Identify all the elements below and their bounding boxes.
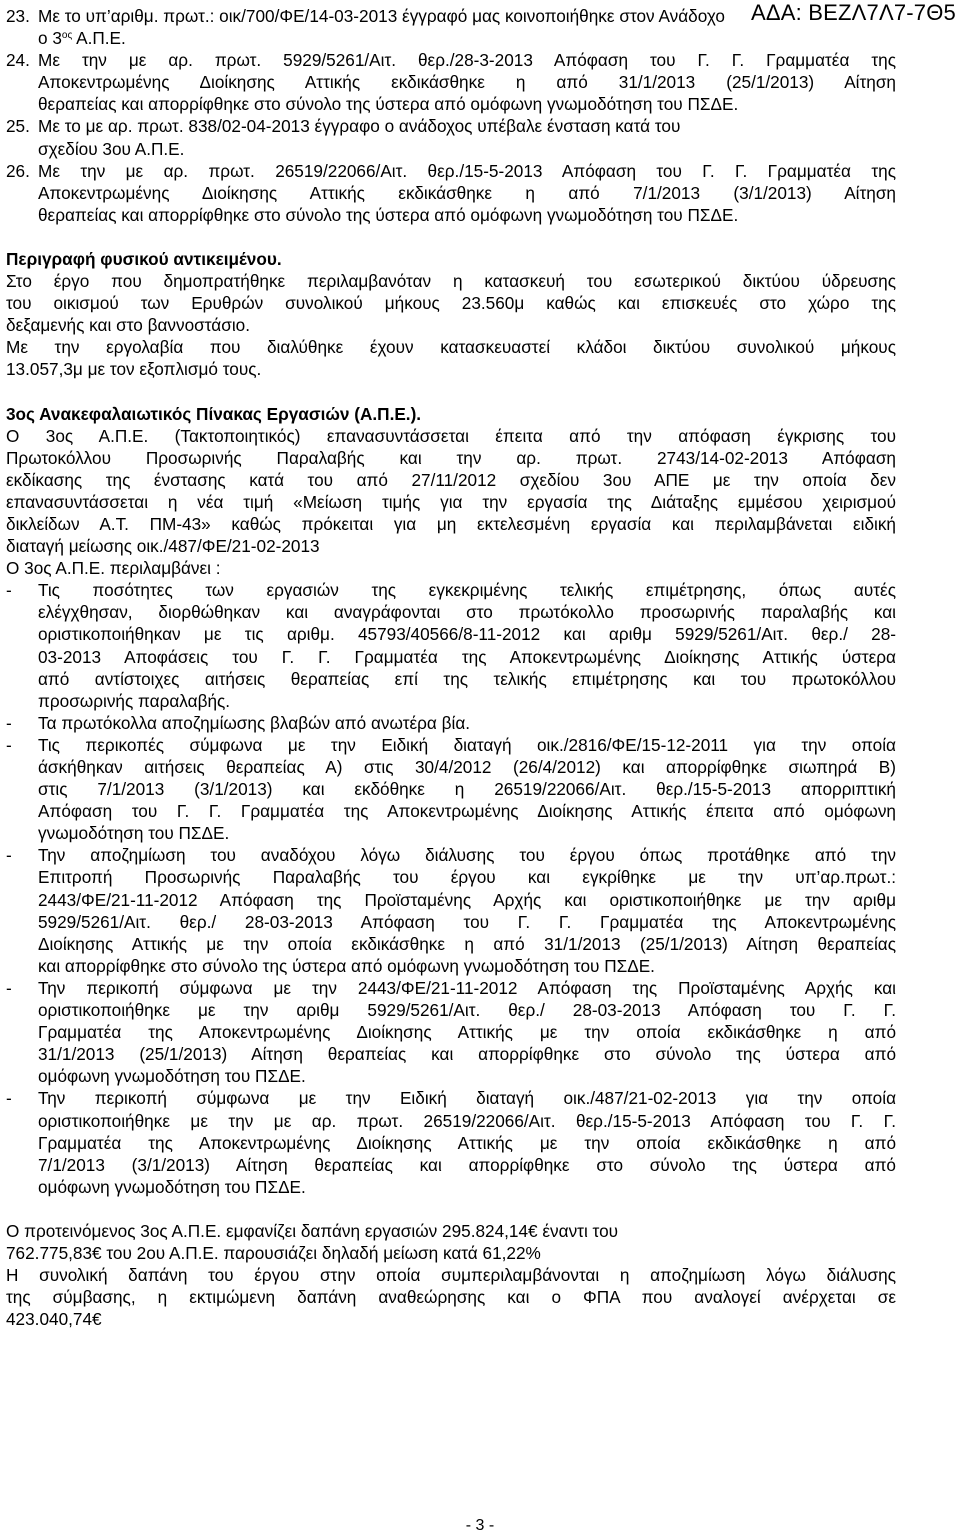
dash-marker: - (6, 1088, 12, 1109)
bullet-item (6, 977, 896, 1087)
text-line: Με την με αρ. πρωτ. 26519/22066/Αιτ. θερ./15-5-2013 Απόφαση του Γ. Γ. Γραμματέα της (38, 160, 896, 181)
text-line: 7/1/2013 (3/1/2013) Αίτηση θεραπείας και απορρίφθηκε στο σύνολο της ύστερα από (38, 1154, 896, 1175)
text-line: Γραμματέα της Αποκεντρωμένης Διοίκησης Αττικής με την οποία εκδικάσθηκε η από (38, 1022, 896, 1043)
text-line: ο $3^{o\varsigma}$ Α.Π.Ε. (38, 28, 126, 49)
text-line: οριστικοποιήθηκαν με τις αριθμ. 45793/40566/8-11-2012 και αριθμ 5929/5261/Αιτ. θερ./ 28- (38, 624, 896, 645)
text-line: Γραμματέα της Αποκεντρωμένης Διοίκησης Αττικής με την οποία εκδικάσθηκε η από (38, 1132, 896, 1153)
dash-marker: - (6, 712, 12, 733)
document-page (6, 5, 896, 1330)
bullet-item (6, 1087, 896, 1197)
bullet-item (6, 712, 896, 734)
text-line: από αντίστοιχες αιτήσεις θεραπείας επί της τελικής επιμέτρησης και του πρωτοκόλλου (38, 668, 896, 689)
text-line: στις 7/1/2013 (3/1/2013) και εκδόθηκε η 26519/22066/Αιτ. θερ./15-5-2013 απορριπτική (38, 779, 896, 800)
text-line: και απορρίφθηκε στο σύνολο της ύστερα από ομόφωνη γνωμοδότηση του ΠΣΔΕ. (38, 955, 655, 976)
text-line: Η συνολική δαπάνη του έργου στην οποία συμπεριλαμβάνονται η αποζημίωση λόγω διάλυσης (6, 1265, 896, 1286)
dash-marker: - (6, 580, 12, 601)
text-line: 13.057,3μ με τον εξοπλισμό τους. (6, 359, 262, 380)
bullet-item (6, 844, 896, 977)
text-line: Με την με αρ. πρωτ. 5929/5261/Αιτ. θερ./28-3-2013 Απόφαση του Γ. Γ. Γραμματέα της (38, 50, 896, 71)
text-line: σχεδίου 3ου Α.Π.Ε. (38, 138, 185, 159)
text-line: Ο προτεινόμενος 3ος Α.Π.Ε. εμφανίζει δαπάνη εργασιών 295.824,14€ έναντι του (6, 1220, 619, 1241)
text-line: 762.775,83€ του 2ου Α.Π.Ε. παρουσιάζει δηλαδή μείωση κατά 61,22% (6, 1242, 541, 1263)
text-line: δικλείδων Α.Τ. ΠΜ-43» καθώς πρόκειται για μη εκτελεσμένη εργασία και περιλαμβάνεται ειδική (6, 513, 896, 534)
text-line: Με το με αρ. πρωτ. 838/02-04-2013 έγγραφο ο ανάδοχος υπέβαλε ένσταση κατά του (38, 116, 681, 137)
text-line: Τα πρωτόκολλα αποζημίωσης βλαβών από ανωτέρα βία. (38, 712, 471, 733)
list-item-23 (6, 5, 896, 49)
text-line: Την περικοπή σύμφωνα με την 2443/ΦΕ/21-11-2012 Απόφαση της Προϊσταμένης Αρχής και (38, 977, 896, 998)
text-line: Διοίκησης Αττικής με την οποία εκδικάσθηκε η από 31/1/2013 (25/1/2013) Αίτηση θεραπείας (38, 933, 896, 954)
text-line: ελέγχθησαν, διορθώθηκαν και αναγράφονται στο πρωτόκολλο προσωρινής παραλαβής και (38, 602, 896, 623)
section-heading-ape: 3ος Ανακεφαλαιωτικός Πίνακας Εργασιών (Α.Π.Ε.). (6, 403, 422, 424)
text-line: Τις ποσότητες των εργασιών της εγκεκριμένης τελικής επιμέτρησης, όπως αυτές (38, 580, 896, 601)
text-line: Την περικοπή σύμφωνα με την Ειδική διαταγή οικ./487/21-02-2013 για την οποία (38, 1088, 896, 1109)
item-number: 23. (6, 6, 30, 26)
item-number: 25. (6, 116, 30, 137)
text-line: Επιτροπή Προσωρινής Παραλαβής του έργου και εγκρίθηκε με την υπ’αρ.πρωτ.: (38, 867, 896, 888)
item-number: 26. (6, 160, 30, 181)
bullet-item (6, 579, 896, 712)
text-line: θεραπείας και απορρίφθηκε στο σύνολο της ύστερα από ομόφωνη γνωμοδότηση του ΠΣΔΕ. (38, 94, 739, 115)
ordinal-superscript: ος (61, 30, 73, 42)
text-line: Με την εργολαβία που διαλύθηκε έχουν κατασκευαστεί κλάδοι δικτύου συνολικού μήκους (6, 337, 896, 358)
text-line: οριστικοποιήθηκε με την αριθμ 5929/5261/Αιτ. θερ./ 28-03-2013 Απόφαση του Γ. Γ. (38, 1000, 896, 1021)
text-line: 2443/ΦΕ/21-11-2012 Απόφαση της Προϊσταμένης Αρχής και οριστικοποιήθηκε με την αριθμ (38, 889, 896, 910)
text-line: ομόφωνη γνωμοδότηση του ΠΣΔΕ. (38, 1066, 306, 1087)
bullet-item (6, 734, 896, 844)
text-line: επανασυντάσσεται η νέα τιμή «Μείωση τιμής για την εργασία της Διάταξης εμμέσου χειρισμού (6, 491, 896, 512)
text-line: γνωμοδότηση του ΠΣΔΕ. (38, 823, 230, 844)
text-line: Αποκεντρωμένης Διοίκησης Αττικής εκδικάσθηκε η από 31/1/2013 (25/1/2013) Αίτηση (38, 72, 896, 93)
text-line: Ο 3ος Α.Π.Ε. (Τακτοποιητικός) επανασυντάσσεται έπειτα από την απόφαση έγκρισης του (6, 425, 896, 446)
item-number: 24. (6, 50, 30, 71)
text-line: δεξαμενής και στο βαννοστάσιο. (6, 315, 250, 336)
dash-marker: - (6, 845, 12, 866)
text-line: της σύμβασης, η εκτιμώμενη δαπάνη αναθεώρησης και ο ΦΠΑ που αναλογεί ανέρχεται σε (6, 1287, 896, 1308)
text-line: άσκήθηκαν αιτήσεις θεραπείας Α) στις 30/4/2012 (26/4/2012) και απορρίφθηκε σιωπηρά Β) (38, 757, 896, 777)
text-line: Πρωτοκόλλου Προσωρινής Παραλαβής και την αρ. πρωτ. 2743/14-02-2013 Απόφαση (6, 447, 896, 468)
text-line: 5929/5261/Αιτ. θερ./ 28-03-2013 Απόφαση του Γ. Γ. Γραμματέα της Αποκεντρωμένης (38, 911, 896, 932)
text-line: 31/1/2013 (25/1/2013) Αίτηση θεραπείας και απορρίφθηκε στο σύνολο της ύστερα από (38, 1044, 896, 1065)
text-line: Ο 3ος Α.Π.Ε. περιλαμβάνει : (6, 558, 221, 579)
dash-marker: - (6, 977, 12, 998)
text-line: προσωρινής παραλαβής. (38, 690, 231, 711)
text-line: Απόφαση του Γ. Γ. Γραμματέα της Αποκεντρωμένης Διοίκησης Αττικής έπειτα από ομόφωνη (38, 801, 896, 822)
page-number: - 3 - (465, 1517, 495, 1534)
text-line: 03-2013 Αποφάσεις του Γ. Γ. Γραμματέα της Αποκεντρωμένης Διοίκησης Αττικής ύστερα (38, 646, 896, 667)
text-line: οριστικοποιήθηκε με την με αρ. πρωτ. 26519/22066/Αιτ. θερ./15-5-2013 Απόφαση του Γ. Γ. (38, 1110, 896, 1131)
text-line: 423.040,74€ (6, 1309, 102, 1330)
text-line: Τις περικοπές σύμφωνα με την Ειδική διαταγή οικ./2816/ΦΕ/15-12-2011 για την οποία (38, 734, 896, 755)
text-line: θεραπείας και απορρίφθηκε στο σύνολο της ύστερα από ομόφωνη γνωμοδότηση του ΠΣΔΕ. (38, 204, 739, 225)
list-item-26 (6, 160, 896, 226)
text-line: εκδίκασης της ένστασης κατά του από 27/11/2012 σχεδίου 3ου ΑΠΕ με την οποία δεν (6, 469, 896, 490)
section-heading-physical: Περιγραφή φυσικού αντικειμένου. (6, 248, 282, 269)
text-line: διαταγή μείωσης οικ./487/ΦΕ/21-02-2013 (6, 536, 320, 557)
text-line: Με το υπ’αριθμ. πρωτ.: οικ/700/ΦΕ/14-03-2013 έγγραφό μας κοινοποιήθηκε στον Ανάδοχο (38, 6, 725, 26)
text-line: του οικισμού των Ερυθρών συνολικού μήκους 23.560μ καθώς και επισκευές στο χώρο της (6, 293, 896, 314)
text-line: Αποκεντρωμένης Διοίκησης Αττικής εκδικάσθηκε η από 7/1/2013 (3/1/2013) Αίτηση (38, 182, 896, 203)
list-item-24 (6, 49, 896, 115)
ada-code: ΑΔΑ: ΒΕΖΛ7Λ7-7Θ5 (750, 0, 956, 25)
text-line: ομόφωνη γνωμοδότηση του ΠΣΔΕ. (38, 1176, 306, 1197)
dash-marker: - (6, 734, 12, 755)
text-line: Την αποζημίωση του αναδόχου λόγω διάλυσης του έργου όπως προτάθηκε από την (38, 845, 896, 866)
text-line: Στο έργο που δημοπρατήθηκε περιλαμβανόταν η κατασκευή του εσωτερικού δικτύου ύδρευσης (6, 271, 896, 292)
list-item-25 (6, 115, 896, 159)
